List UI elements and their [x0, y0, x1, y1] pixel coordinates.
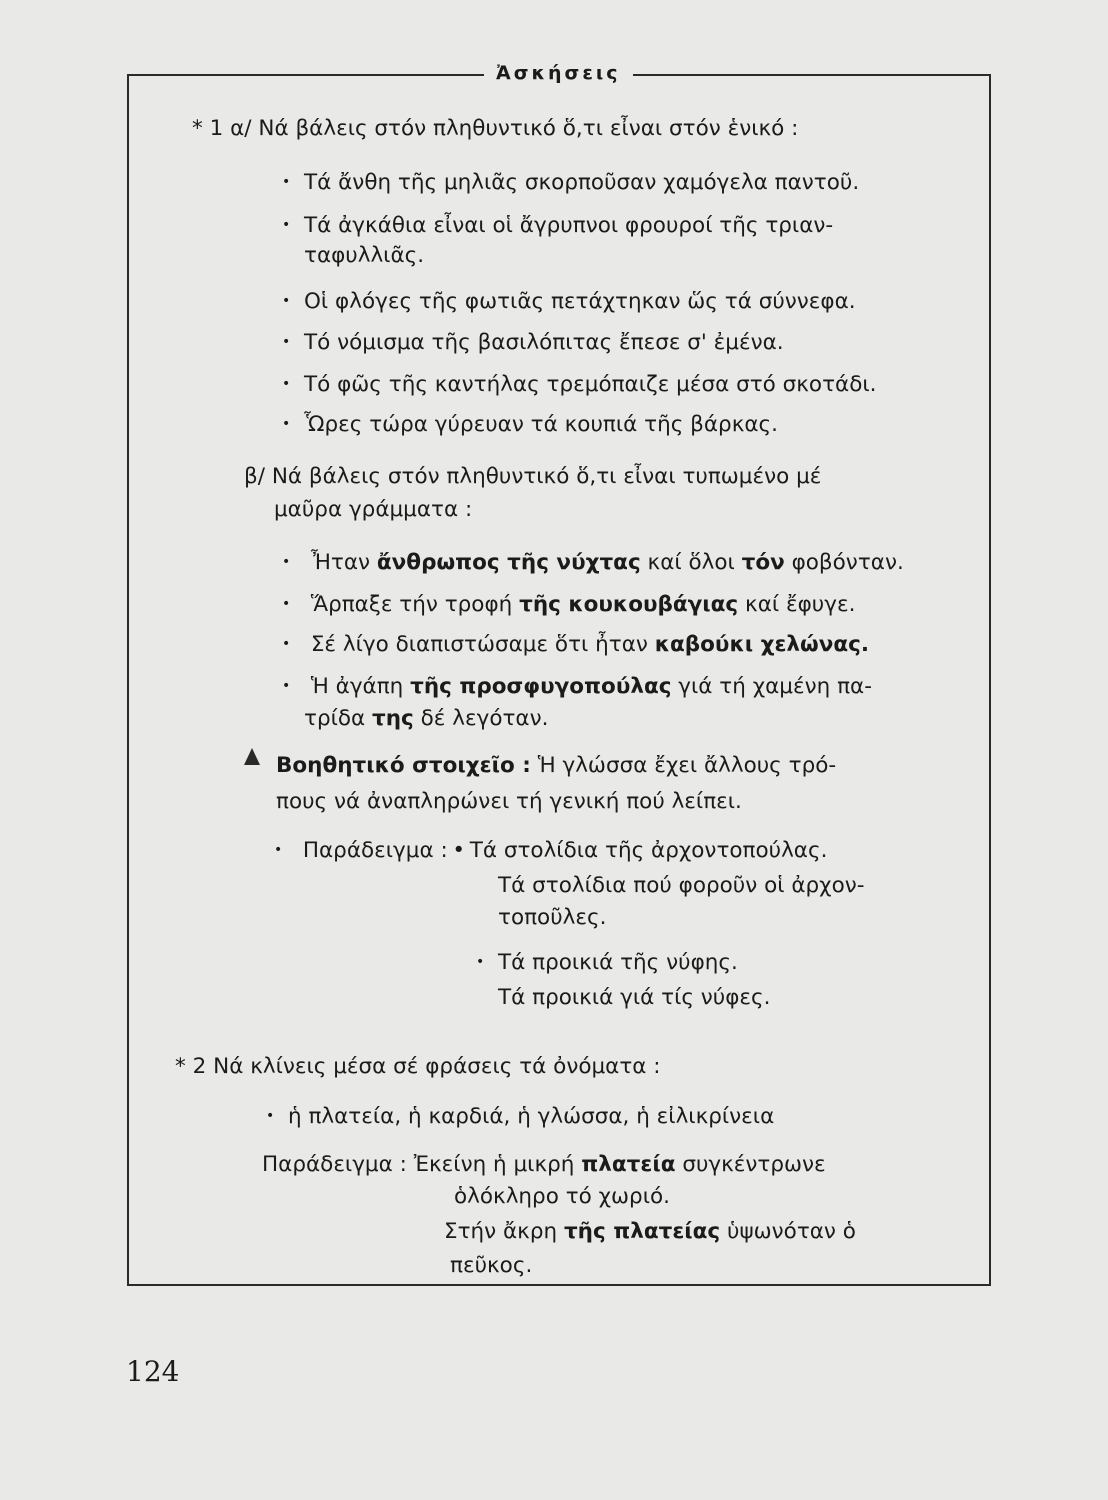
help-example-line: τοποῦλες.	[498, 905, 607, 930]
bullet-icon: •	[452, 838, 466, 863]
help-example-line: • Τά προικιά τῆς νύφης.	[476, 948, 738, 977]
exercise-item: • Τό φῶς τῆς καντήλας τρεμόπαιζε μέσα στό σκοτάδι.	[282, 370, 876, 399]
exercise-item: • Ὧρες τώρα γύρευαν τά κουπιά τῆς βάρκας.	[282, 410, 778, 439]
exercise-2-heading: * 2 Νά κλίνεις μέσα σέ φράσεις τά ὀνόματα :	[175, 1054, 661, 1079]
help-note-continuation: πους νά ἀναπληρώνει τή γενική πού λείπει.	[276, 789, 742, 814]
triangle-marker-icon	[244, 748, 260, 765]
exercise-item: • Ἡ ἀγάπη τῆς προσφυγοπούλας γιά τή χαμένη πα-	[282, 672, 872, 701]
exercise-item: • Τά ἀγκάθια εἶναι οἱ ἄγρυπνοι φρουροί τῆς τριαν-	[282, 211, 833, 240]
exercise-1-heading: * 1 α/ Νά βάλεις στόν πληθυντικό ὅ,τι εἶναι στόν ἑνικό :	[192, 116, 799, 141]
exercise-2-example-line: Στήν ἄκρη τῆς πλατείας ὑψωνόταν ὁ	[444, 1219, 856, 1244]
exercise-item: • Ἦταν ἄνθρωπος τῆς νύχτας καί ὅλοι τόν φοβόνταν.	[282, 548, 904, 577]
exercise-1b-heading-continuation: μαῦρα γράμματα :	[274, 497, 473, 522]
exercise-item-continuation: ταφυλλιᾶς.	[304, 243, 425, 268]
help-example: • Παράδειγμα : • Τά στολίδια τῆς ἀρχοντοπούλας.	[274, 836, 827, 865]
help-example-line: Τά στολίδια πού φοροῦν οἱ ἀρχον-	[498, 873, 865, 898]
exercise-2-example: Παράδειγμα : Ἐκείνη ἡ μικρή πλατεία συγκέντρωνε	[262, 1152, 826, 1177]
section-title: Ἀσκήσεις	[484, 62, 633, 84]
help-example-line: Τά προικιά γιά τίς νύφες.	[498, 985, 771, 1010]
exercise-item: • Τά ἄνθη τῆς μηλιᾶς σκορποῦσαν χαμόγελα παντοῦ.	[282, 168, 859, 197]
exercise-2-words: • ἡ πλατεία, ἡ καρδιά, ἡ γλώσσα, ἡ εἰλικρίνεια	[266, 1102, 774, 1131]
exercise-item: • Σέ λίγο διαπιστώσαμε ὅτι ἦταν καβούκι χελώνας.	[282, 630, 869, 659]
exercise-item: • Οἱ φλόγες τῆς φωτιᾶς πετάχτηκαν ὥς τά σύννεφα.	[282, 287, 856, 316]
exercise-item: • Τό νόμισμα τῆς βασιλόπιτας ἔπεσε σ' ἐμένα.	[282, 328, 784, 357]
help-note: Βοηθητικό στοιχεῖο : Ἡ γλώσσα ἔχει ἄλλους τρό-	[276, 753, 837, 778]
exercise-1b-heading: β/ Νά βάλεις στόν πληθυντικό ὅ,τι εἶναι τυπωμένο μέ	[244, 464, 822, 489]
exercise-item-continuation: τρίδα της δέ λεγόταν.	[304, 706, 549, 731]
exercise-2-example-line: πεῦκος.	[450, 1253, 533, 1278]
exercise-item: • Ἅρπαξε τήν τροφή τῆς κουκουβάγιας καί ἔφυγε.	[282, 590, 855, 619]
exercise-2-example-line: ὁλόκληρο τό χωριό.	[454, 1184, 670, 1209]
page-number: 124	[126, 1355, 180, 1388]
